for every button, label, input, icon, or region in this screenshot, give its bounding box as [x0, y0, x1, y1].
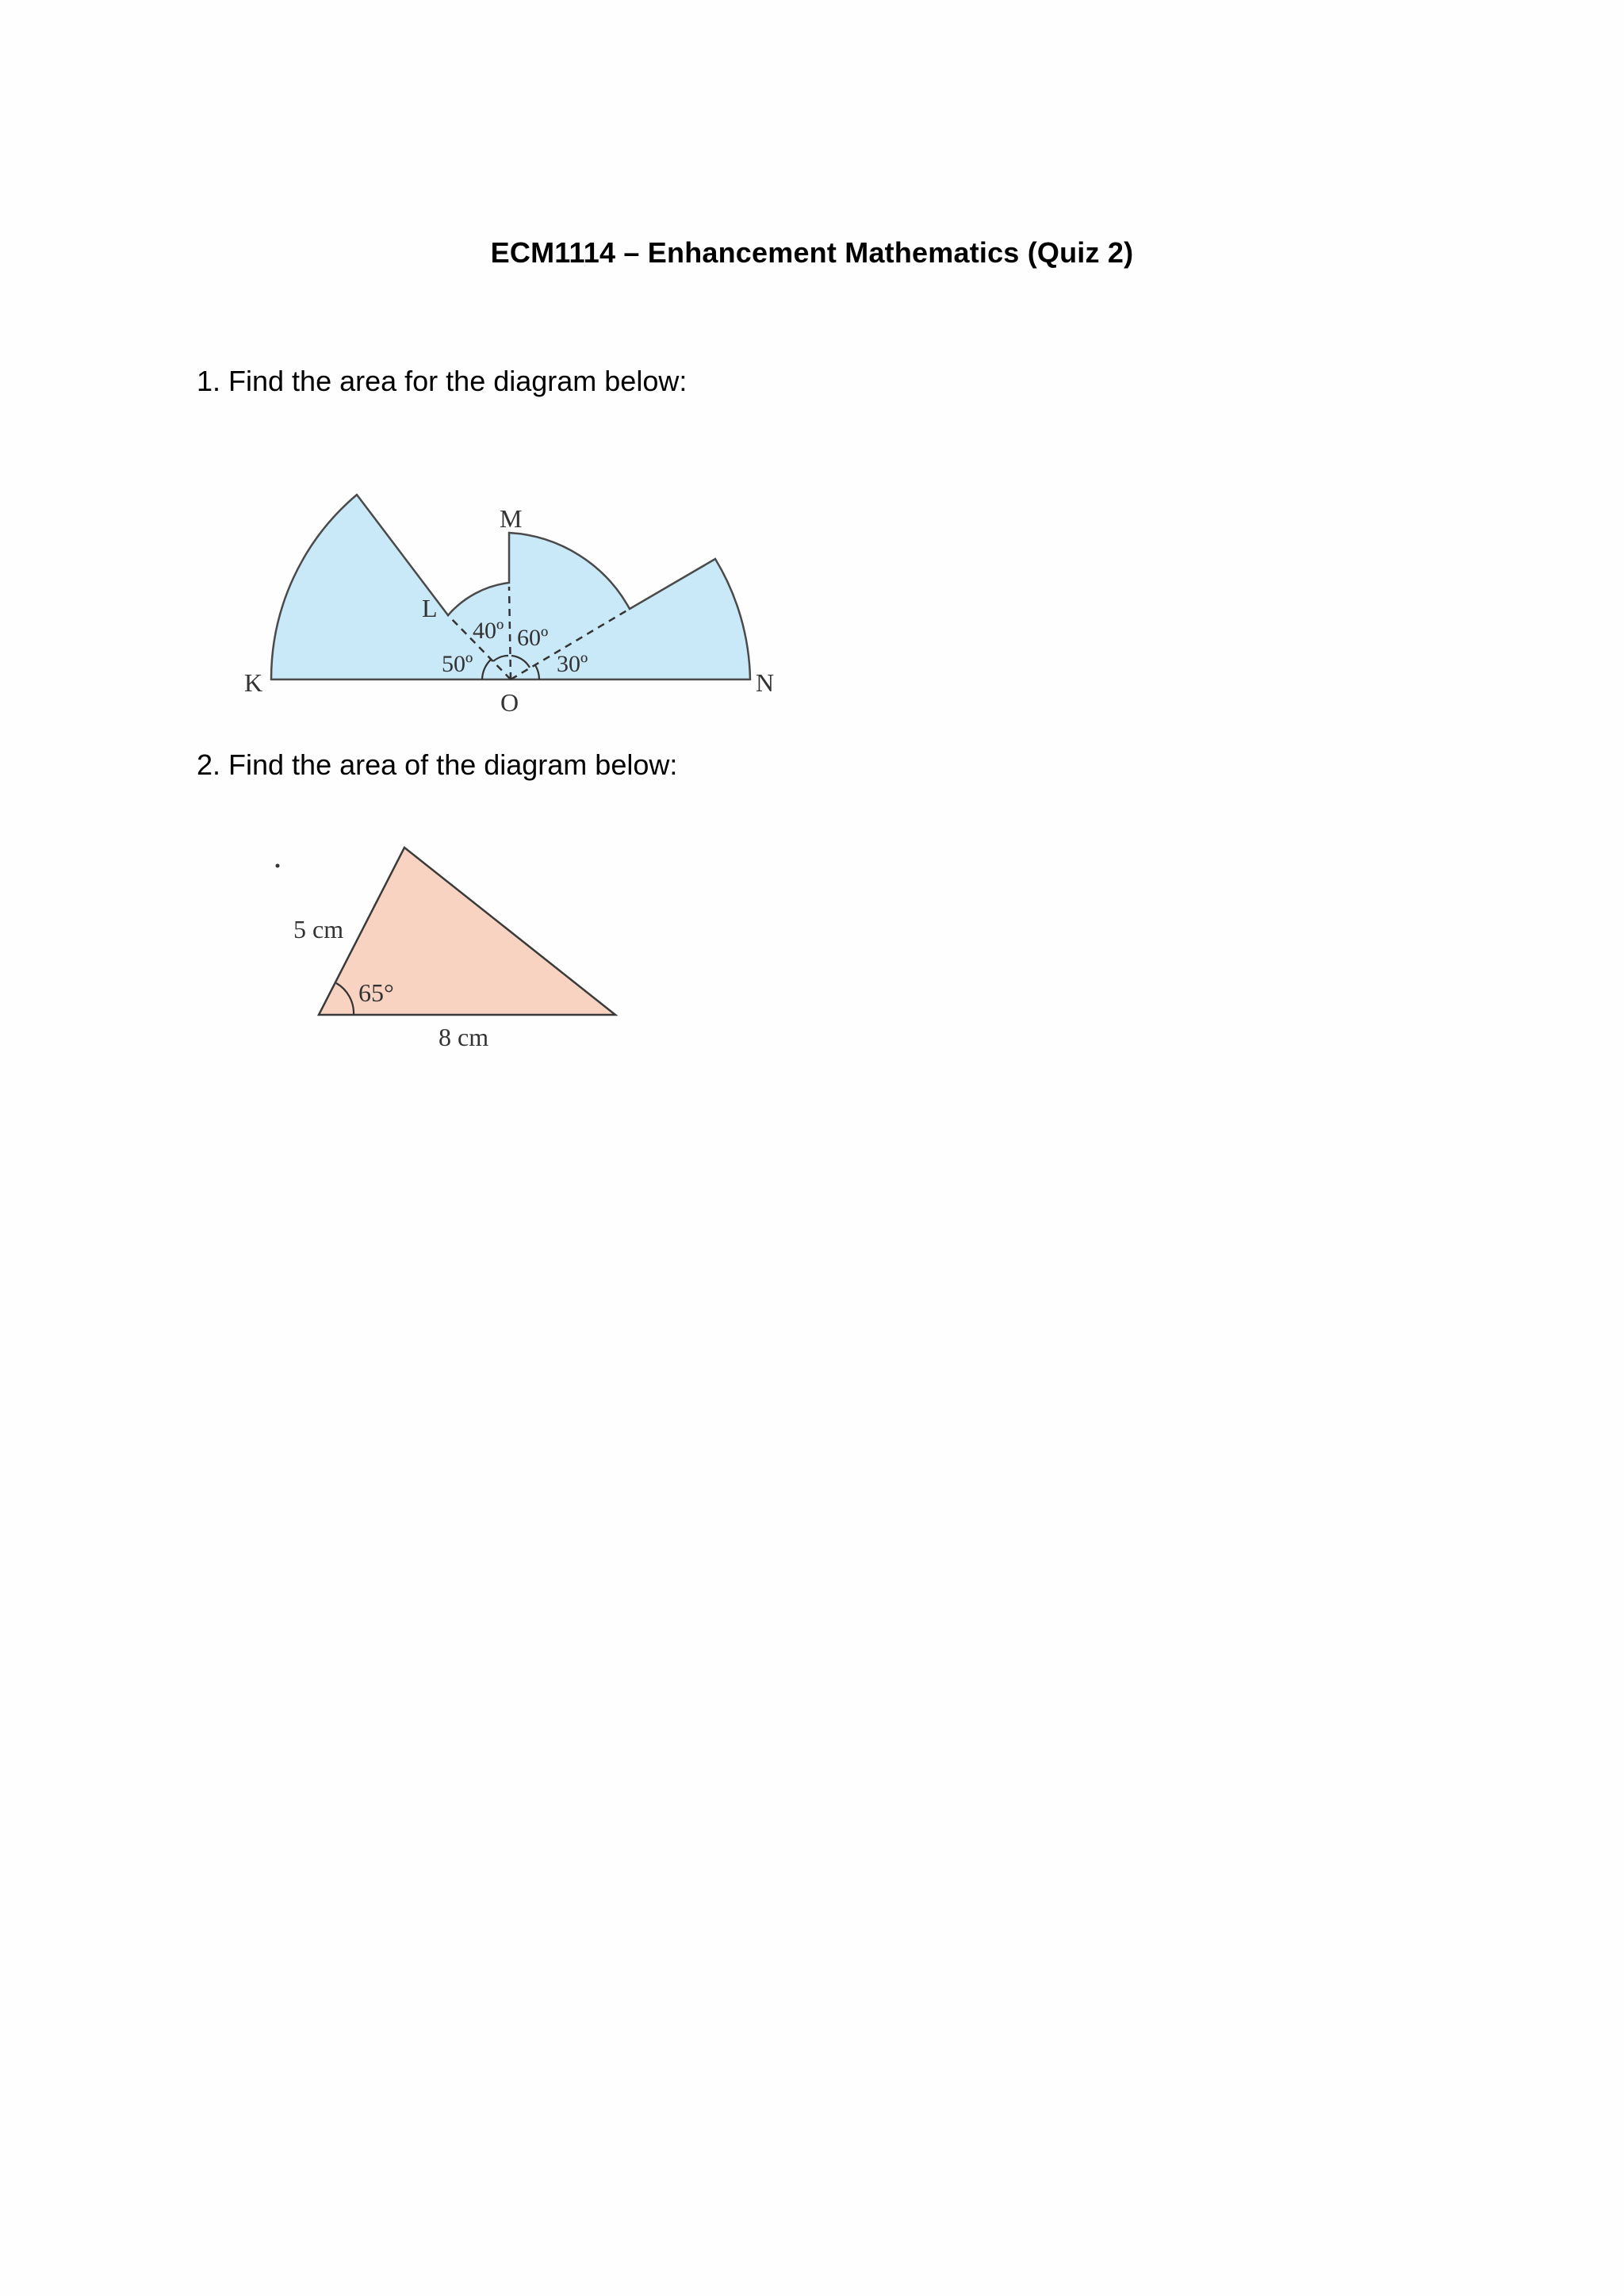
question-1-text: 1. Find the area for the diagram below:	[197, 365, 688, 397]
side-label-8cm: 8 cm	[439, 1023, 489, 1051]
angle-label-50: 50º	[442, 651, 473, 677]
angle-label-30: 30º	[557, 651, 588, 677]
question-2-text: 2. Find the area of the diagram below:	[197, 748, 678, 781]
point-label-n: N	[756, 668, 775, 697]
side-label-5cm: 5 cm	[293, 915, 344, 943]
angle-label-40: 40º	[473, 618, 504, 644]
stray-dot	[276, 864, 280, 868]
point-label-o: O	[500, 688, 519, 717]
point-label-m: M	[500, 504, 523, 533]
angle-label-65: 65°	[358, 978, 394, 1007]
angle-label-60: 60º	[517, 625, 549, 651]
point-label-k: K	[244, 668, 263, 697]
point-label-l: L	[422, 594, 438, 622]
page-title: ECM1114 – Enhancement Mathematics (Quiz 2)	[490, 236, 1134, 269]
